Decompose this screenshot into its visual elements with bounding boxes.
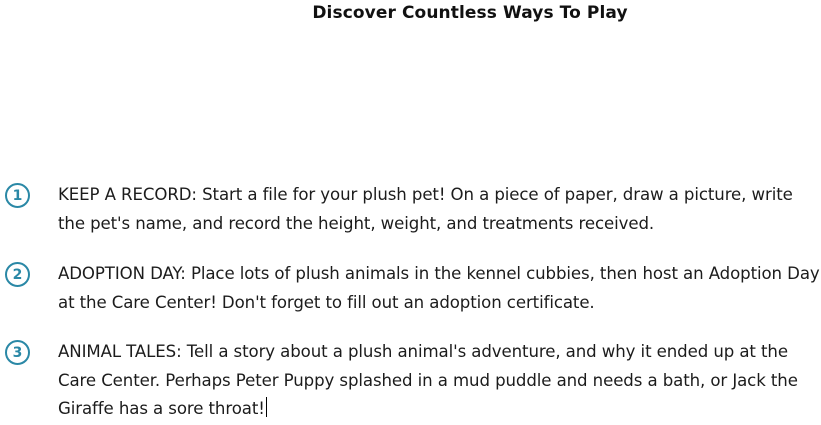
item-heading: ANIMAL TALES: xyxy=(58,342,182,361)
number-badge: 2 xyxy=(5,262,30,287)
item-body: Start a file for your plush pet! On a piece of paper, draw a picture, write the pet's name, and record the height, weight, and treatments received. xyxy=(58,185,793,233)
text-cursor xyxy=(266,397,267,417)
item-body: Place lots of plush animals in the kennel cubbies, then host an Adoption Day at the Care Center! Don't forget to fill out an adoption certificate. xyxy=(58,264,820,312)
item-body: Tell a story about a plush animal's adventure, and why it ended up at the Care Center. Perhaps Peter Puppy splashed in a mud puddle and needs a bath, or Jack the Giraffe has a sore throat! xyxy=(58,342,798,418)
item-text xyxy=(58,260,820,317)
page-title: Discover Countless Ways To Play xyxy=(312,3,628,23)
item-text xyxy=(58,181,820,238)
number-badge: 3 xyxy=(5,340,30,365)
number-badge: 1 xyxy=(5,183,30,208)
item-heading: ADOPTION DAY: xyxy=(58,264,186,283)
item-heading: KEEP A RECORD: xyxy=(58,185,197,204)
item-text[interactable] xyxy=(58,338,820,424)
